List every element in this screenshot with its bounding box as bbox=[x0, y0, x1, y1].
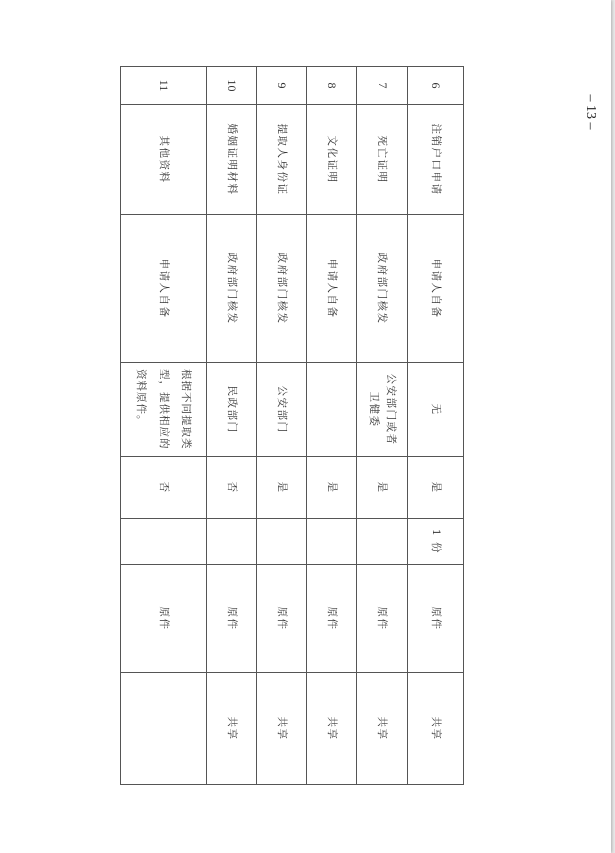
material-source: 政府部门核发 bbox=[357, 215, 408, 363]
row-number: 11 bbox=[121, 67, 207, 105]
issuing-department: 无 bbox=[408, 363, 464, 457]
material-form: 原件 bbox=[357, 565, 408, 673]
material-source: 政府部门核发 bbox=[207, 215, 257, 363]
row-number: 9 bbox=[257, 67, 307, 105]
material-source: 申请人自备 bbox=[307, 215, 357, 363]
share-status: 共享 bbox=[357, 673, 408, 785]
required-flag: 否 bbox=[121, 457, 207, 519]
materials-table-frame bbox=[121, 66, 464, 784]
share-status: 共享 bbox=[257, 673, 307, 785]
material-name: 婚姻证明材料 bbox=[207, 105, 257, 215]
material-form: 原件 bbox=[307, 565, 357, 673]
table-row bbox=[307, 67, 357, 785]
material-source: 政府部门核发 bbox=[257, 215, 307, 363]
issuing-department: 民政部门 bbox=[207, 363, 257, 457]
copies bbox=[307, 519, 357, 565]
material-source: 申请人自备 bbox=[408, 215, 464, 363]
required-flag: 是 bbox=[408, 457, 464, 519]
material-form: 原件 bbox=[257, 565, 307, 673]
required-flag: 是 bbox=[357, 457, 408, 519]
copies bbox=[121, 519, 207, 565]
required-flag: 否 bbox=[207, 457, 257, 519]
material-name: 文化证明 bbox=[307, 105, 357, 215]
table-row bbox=[121, 67, 207, 785]
row-number: 7 bbox=[357, 67, 408, 105]
table-row bbox=[207, 67, 257, 785]
issuing-department: 公安部门 bbox=[257, 363, 307, 457]
issuing-department bbox=[307, 363, 357, 457]
share-status: 共享 bbox=[408, 673, 464, 785]
share-status: 共享 bbox=[207, 673, 257, 785]
copies: 1 份 bbox=[408, 519, 464, 565]
copies bbox=[357, 519, 408, 565]
material-form: 原件 bbox=[408, 565, 464, 673]
copies bbox=[257, 519, 307, 565]
copies bbox=[207, 519, 257, 565]
row-number: 6 bbox=[408, 67, 464, 105]
required-flag: 是 bbox=[307, 457, 357, 519]
issuing-department: 公安部门或者卫健委 bbox=[357, 363, 408, 457]
share-status bbox=[121, 673, 207, 785]
row-number: 8 bbox=[307, 67, 357, 105]
material-name: 其他资料 bbox=[121, 105, 207, 215]
issuing-department: 根据不同提取类型，提供相应的资料原件。 bbox=[121, 363, 207, 457]
table-row bbox=[257, 67, 307, 785]
page-number: – 13 – bbox=[583, 94, 598, 130]
table-row bbox=[408, 67, 464, 785]
row-number: 10 bbox=[207, 67, 257, 105]
material-form: 原件 bbox=[207, 565, 257, 673]
required-flag: 是 bbox=[257, 457, 307, 519]
table-row bbox=[357, 67, 408, 785]
share-status: 共享 bbox=[307, 673, 357, 785]
material-source: 申请人自备 bbox=[121, 215, 207, 363]
material-name: 提取人身份证 bbox=[257, 105, 307, 215]
material-name: 死亡证明 bbox=[357, 105, 408, 215]
material-name: 注销户口申请 bbox=[408, 105, 464, 215]
material-form: 原件 bbox=[121, 565, 207, 673]
materials-table bbox=[120, 66, 464, 785]
